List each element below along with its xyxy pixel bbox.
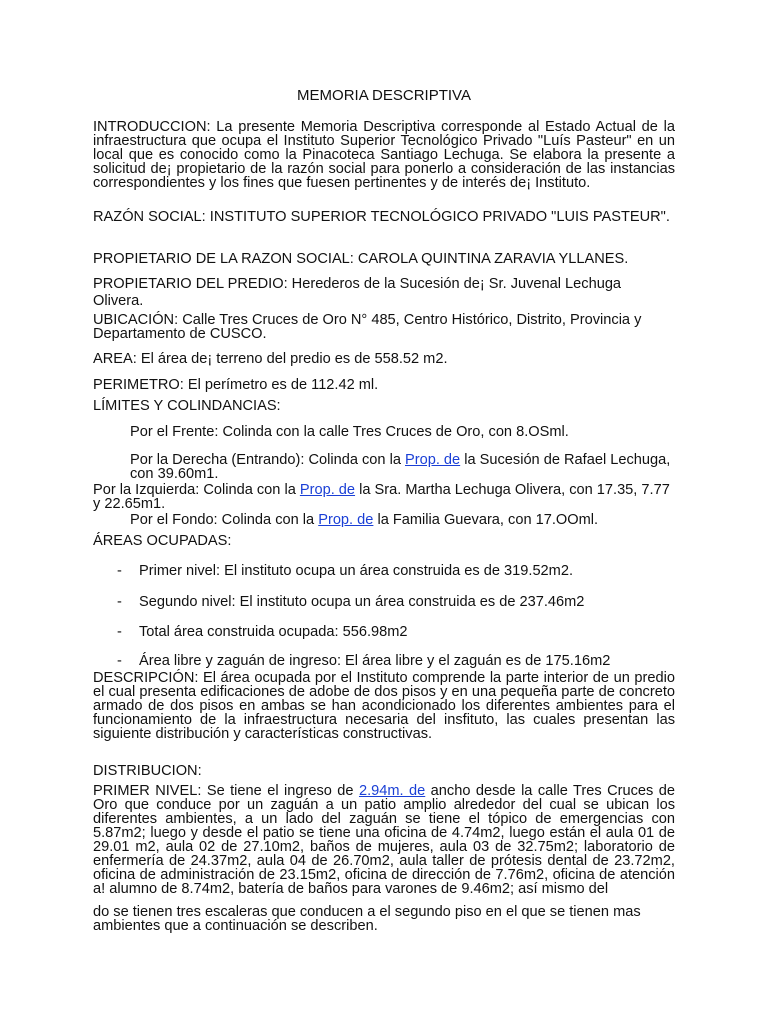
areas-heading: ÁREAS OCUPADAS: bbox=[93, 533, 232, 549]
limite-derecha-text: Por la Derecha (Entrando): Colinda con la bbox=[130, 452, 405, 468]
propietario-razon-social: PROPIETARIO DE LA RAZON SOCIAL: CAROLA QUINTINA ZARAVIA YLLANES. bbox=[93, 251, 629, 267]
prop-de-link[interactable]: Prop. de bbox=[405, 452, 461, 468]
list-item bbox=[117, 624, 677, 641]
bullet-dash: - bbox=[117, 563, 122, 579]
bullet-text: Área libre y zaguán de ingreso: El área libre y el zaguán es de 175.16m2 bbox=[139, 653, 611, 669]
ingreso-width-link[interactable]: 2.94m. de bbox=[358, 783, 426, 799]
limite-derecha-text-end: la Sucesión de Rafael Lechuga, con 39.60m1. bbox=[130, 452, 671, 482]
ubicacion: UBICACIÓN: Calle Tres Cruces de Oro N° 485, Centro Histórico, Distrito, Provincia y Departamento de CUSCO. bbox=[93, 312, 642, 342]
introduction-paragraph: INTRODUCCION: La presente Memoria Descriptiva corresponde al Estado Actual de la infraestructura que ocupa el Instituto Superior Tecnológico Privado "Luís Pasteur" en un local que es conocido como la Pinacoteca Santiago Lechuga. Se elabora la presente a solicitud de¡ propietario de la razón social para ponerlo a consideración de las instancias correspondientes y los fines que fuesen pertinentes y de interés de¡ Instituto. bbox=[93, 119, 675, 191]
limite-fondo-text: Por el Fondo: Colinda con la bbox=[130, 512, 319, 528]
primer-nivel-text: PRIMER NIVEL: Se tiene el ingreso de bbox=[93, 783, 359, 799]
limite-fondo-text-end: la Familia Guevara, con 17.OOml. bbox=[373, 512, 599, 528]
razon-social: RAZÓN SOCIAL: INSTITUTO SUPERIOR TECNOLÓGICO PRIVADO "LUIS PASTEUR". bbox=[93, 209, 670, 225]
bullet-text: Total área construida ocupada: 556.98m2 bbox=[139, 624, 408, 640]
area: AREA: El área de¡ terreno del predio es de 558.52 m2. bbox=[93, 351, 448, 367]
distribucion-heading: DISTRIBUCION: bbox=[93, 763, 202, 779]
list-item bbox=[117, 563, 677, 580]
limite-izquierda-text: Por la Izquierda: Colinda con la bbox=[93, 482, 300, 498]
descripcion-paragraph: DESCRIPCIÓN: El área ocupada por el Instituto comprende la parte interior de un predio el cual presenta edificaciones de adobe de dos pisos y en una pequeña parte de concreto armado de dos pisos en ambas se han acondicionado los diferentes ambientes para el funcionamiento de la infraestructura necesaria del insfituto, las cuales presentan las siguiente distribución y características constructivas. bbox=[93, 670, 675, 742]
prop-de-link[interactable]: Prop. de bbox=[299, 482, 356, 498]
limite-izquierda bbox=[93, 483, 675, 511]
limite-izquierda-text-end: la Sra. Martha Lechuga Olivera, con 17.35, 7.77 y 22.65m1. bbox=[93, 482, 670, 512]
bullet-text: Primer nivel: El instituto ocupa un área construida es de 319.52m2. bbox=[139, 563, 574, 579]
closing-paragraph: do se tienen tres escaleras que conducen a el segundo piso en el que se tienen mas ambientes que a continuación se describen. bbox=[93, 904, 641, 934]
limites-heading: LÍMITES Y COLINDANCIAS: bbox=[93, 398, 281, 414]
list-item bbox=[117, 594, 677, 611]
limite-derecha bbox=[130, 453, 675, 481]
perimetro: PERIMETRO: El perímetro es de 112.42 ml. bbox=[93, 377, 379, 393]
prop-de-link[interactable]: Prop. de bbox=[318, 512, 374, 528]
limite-frente: Por el Frente: Colinda con la calle Tres Cruces de Oro, con 8.OSml. bbox=[130, 424, 569, 440]
document-title: MEMORIA DESCRIPTIVA bbox=[297, 87, 471, 104]
bullet-dash: - bbox=[117, 653, 122, 669]
list-item bbox=[117, 653, 677, 670]
limite-fondo bbox=[130, 512, 675, 529]
primer-nivel-paragraph bbox=[93, 784, 675, 896]
bullet-dash: - bbox=[117, 594, 122, 610]
bullet-dash: - bbox=[117, 624, 122, 640]
bullet-text: Segundo nivel: El instituto ocupa un área construida es de 237.46m2 bbox=[139, 594, 585, 610]
primer-nivel-text-end: ancho desde la calle Tres Cruces de Oro que conduce por un zaguán a un patio amplio alrededor del cual se ubican los diferentes ambientes, a un lado del zaguán se tiene el tópico de emergencias con 5.87m2; luego y desde el patio se tiene una oficina de 4.74m2, luego están el aula 01 de 29.01 m2, aula 02 de 27.10m2, baños de mujeres, aula 03 de 32.75m2; laboratorio de enfermería de 24.37m2, aula 04 de 26.70m2, aula taller de prótesis dental de 23.72m2, oficina de administración de 23.15m2, oficina de dirección de 7.76m2, oficina de atención a! alumno de 8.74m2, batería de baños para varones de 9.46m2; así mismo del bbox=[93, 783, 676, 897]
propietario-predio: PROPIETARIO DEL PREDIO: Herederos de la Sucesión de¡ Sr. Juvenal Lechuga Olivera. bbox=[93, 276, 622, 309]
